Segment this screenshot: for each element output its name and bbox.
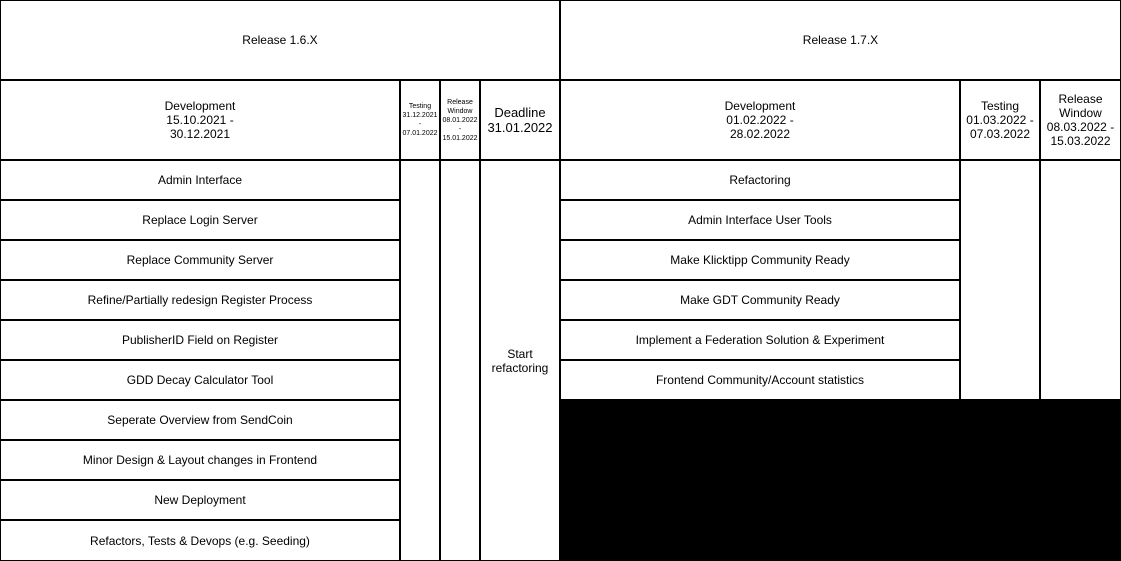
release-1-7-release-window-header <box>1040 80 1121 160</box>
task-cell <box>0 520 400 561</box>
release-1-7-testing-column <box>960 160 1040 400</box>
task-cell <box>0 480 400 520</box>
task-label: Refactoring <box>729 173 791 187</box>
task-label: Make GDT Community Ready <box>680 293 840 307</box>
task-cell <box>0 440 400 480</box>
release-1-6-title: Release 1.6.X <box>242 33 318 47</box>
development-dates-line2: 28.02.2022 <box>729 127 791 141</box>
testing-label: Testing <box>408 103 432 110</box>
testing-date-start: 01.03.2022 - <box>966 113 1034 127</box>
deadline-note-line1: Start <box>507 346 533 361</box>
release-window-date-end: 15.03.2022 <box>1050 134 1111 148</box>
task-cell <box>560 360 960 400</box>
release-1-6-development-header <box>0 80 400 160</box>
release-1-7-release-window-column <box>1040 160 1121 400</box>
release-window-label-line1: Release <box>447 98 473 106</box>
task-label: Frontend Community/Account statistics <box>655 373 865 387</box>
release-window-date-start: 08.01.2022 <box>442 116 478 124</box>
testing-date-end: 07.03.2022 <box>969 127 1031 141</box>
release-1-6-release-window-column <box>440 160 480 561</box>
task-label: Implement a Federation Solution & Experiment <box>635 333 885 347</box>
release-window-date-end: 15.01.2022 <box>442 134 478 142</box>
release-1-6-title-cell <box>0 0 560 80</box>
task-cell <box>560 240 960 280</box>
release-1-7-testing-header <box>960 80 1040 160</box>
task-cell <box>0 320 400 360</box>
release-window-label-line2: Window <box>1059 106 1102 120</box>
deadline-date: 31.01.2022 <box>487 120 553 135</box>
task-cell <box>560 280 960 320</box>
release-1-7-development-header <box>560 80 960 160</box>
release-window-date-dash: - <box>458 125 462 133</box>
development-dates-line1: 15.10.2021 - <box>166 113 234 127</box>
release-1-6-testing-column <box>400 160 440 561</box>
task-label: New Deployment <box>154 493 246 507</box>
testing-date-dash: - <box>418 121 422 128</box>
development-dates-line1: 01.02.2022 - <box>726 113 794 127</box>
development-dates-line2: 30.12.2021 <box>169 127 231 141</box>
task-label: Replace Login Server <box>142 213 258 227</box>
deadline-label: Deadline <box>494 105 546 120</box>
release-window-label-line1: Release <box>1058 92 1103 106</box>
task-cell <box>0 200 400 240</box>
task-cell <box>560 200 960 240</box>
release-1-7-title: Release 1.7.X <box>802 33 879 47</box>
development-label: Development <box>724 99 796 113</box>
task-label: Minor Design & Layout changes in Frontend <box>82 453 318 467</box>
release-1-6-release-window-header <box>440 80 480 160</box>
release-1-6-deadline-header <box>480 80 560 160</box>
release-1-6-deadline-column <box>480 160 560 561</box>
task-cell <box>0 280 400 320</box>
task-label: GDD Decay Calculator Tool <box>126 373 274 387</box>
task-label: Refactors, Tests & Devops (e.g. Seeding) <box>90 533 310 548</box>
release-window-date-start: 08.03.2022 - <box>1046 120 1115 134</box>
redacted-black-block <box>560 400 1121 561</box>
release-1-7-title-cell <box>560 0 1121 80</box>
task-cell <box>560 320 960 360</box>
task-label: Seperate Overview from SendCoin <box>107 413 293 427</box>
testing-date-end: 07.01.2022 <box>402 130 438 137</box>
task-cell <box>560 160 960 200</box>
release-1-6-testing-header <box>400 80 440 160</box>
task-label: Admin Interface User Tools <box>688 213 832 227</box>
task-label: Admin Interface <box>157 173 243 187</box>
task-label: Refine/Partially redesign Register Process <box>87 293 313 307</box>
task-label: Replace Community Server <box>126 253 274 267</box>
development-label: Development <box>164 99 236 113</box>
task-label: PublisherID Field on Register <box>121 333 279 347</box>
testing-label: Testing <box>980 99 1020 113</box>
task-cell <box>0 360 400 400</box>
testing-date-start: 31.12.2021 <box>402 112 438 119</box>
task-cell <box>0 240 400 280</box>
release-window-label-line2: Window <box>447 107 473 115</box>
task-cell <box>0 160 400 200</box>
deadline-note-line2: refactoring <box>491 360 549 375</box>
task-cell <box>0 400 400 440</box>
task-label: Make Klicktipp Community Ready <box>670 253 850 267</box>
